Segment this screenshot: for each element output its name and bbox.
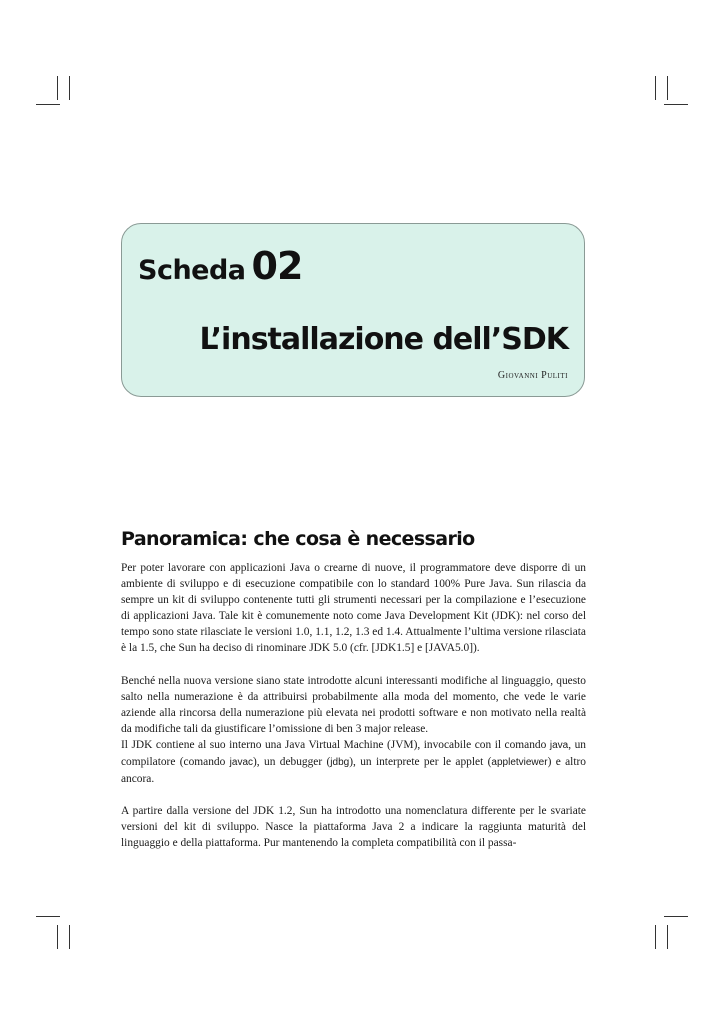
crop-mark-top-right-v (655, 76, 656, 100)
paragraph-3-text-4: ), un interprete per le applet ( (349, 756, 492, 769)
chapter-number: 02 (251, 244, 303, 288)
chapter-header-box (121, 223, 585, 397)
paragraph-3-text-2: , un compilatore (comando (121, 738, 586, 769)
crop-mark-bottom-left-v (57, 925, 58, 949)
paragraph-3-text-3: ), un debugger ( (253, 756, 331, 769)
chapter-word: Scheda (138, 255, 246, 286)
crop-mark-top-right-v2 (667, 76, 668, 100)
crop-mark-bottom-left-h (36, 916, 60, 917)
chapter-title: L’installazione dell’SDK (199, 322, 568, 357)
crop-mark-bottom-left-v2 (69, 925, 70, 949)
paragraph-3-text-1: Il JDK contiene al suo interno una Java Virtual Machine (JVM), invocabile con il comando (121, 738, 550, 751)
section-heading: Panoramica: che cosa è necessario (121, 528, 475, 550)
paragraph-3-text-5: ) e altro ancora. (121, 756, 586, 786)
paragraph-4: A partire dalla versione del JDK 1.2, Sun ha introdotto una nomenclatura differente per le svariate versioni del kit di sviluppo. Nasce la piattaforma Java 2 a indicare la raggiunta maturità del linguaggio e della piattaforma. Pur mantenendo la completa compatibilità con il passa- (121, 805, 586, 850)
command-javac: javac (229, 757, 254, 769)
command-appletviewer: appletviewer (491, 757, 548, 769)
command-jdbg: jdbg (330, 757, 350, 769)
crop-mark-top-left-v (57, 76, 58, 100)
crop-mark-bottom-right-v2 (667, 925, 668, 949)
crop-mark-bottom-right-h (664, 916, 688, 917)
crop-mark-bottom-right-v (655, 925, 656, 949)
crop-mark-top-right-h (664, 104, 688, 105)
command-java: java (549, 739, 569, 751)
chapter-author: Giovanni Puliti (497, 370, 568, 381)
paragraph-1: Per poter lavorare con applicazioni Java o crearne di nuove, il programmatore deve disporre di un ambiente di sviluppo e di esecuzione compatibile con lo standard 100% Pure Java. Sun rilascia da sempre un kit di sviluppo contenente tutti gli strumenti necessari per la compilazione e l’esecuzione di applicazioni Java. Tale kit è comunemente noto come Java Development Kit (JDK): nel corso del tempo sono state rilasciate le versioni 1.0, 1.1, 1.2, 1.3 ed 1.4. Attualmente l’ultima versione rilasciata è la 1.5, che Sun ha deciso di rinominare JDK 5.0 (cfr. [JDK1.5] e [JAVA5.0]). (121, 562, 586, 655)
body-text (121, 560, 586, 852)
chapter-label (138, 244, 302, 288)
paragraph-3 (121, 737, 586, 787)
crop-mark-top-left-h (36, 104, 60, 105)
crop-mark-top-left-v2 (69, 76, 70, 100)
paragraph-2: Benché nella nuova versione siano state introdotte alcuni interessanti modifiche al linguaggio, questo salto nella numerazione è da attribuirsi probabilmente alla moda del momento, che vede le varie aziende alla rincorsa della numerazione più elevata nei prodotti software e non motivato nella realtà da modifiche tali da giustificare l’omissione di ben 3 major release. (121, 674, 586, 735)
